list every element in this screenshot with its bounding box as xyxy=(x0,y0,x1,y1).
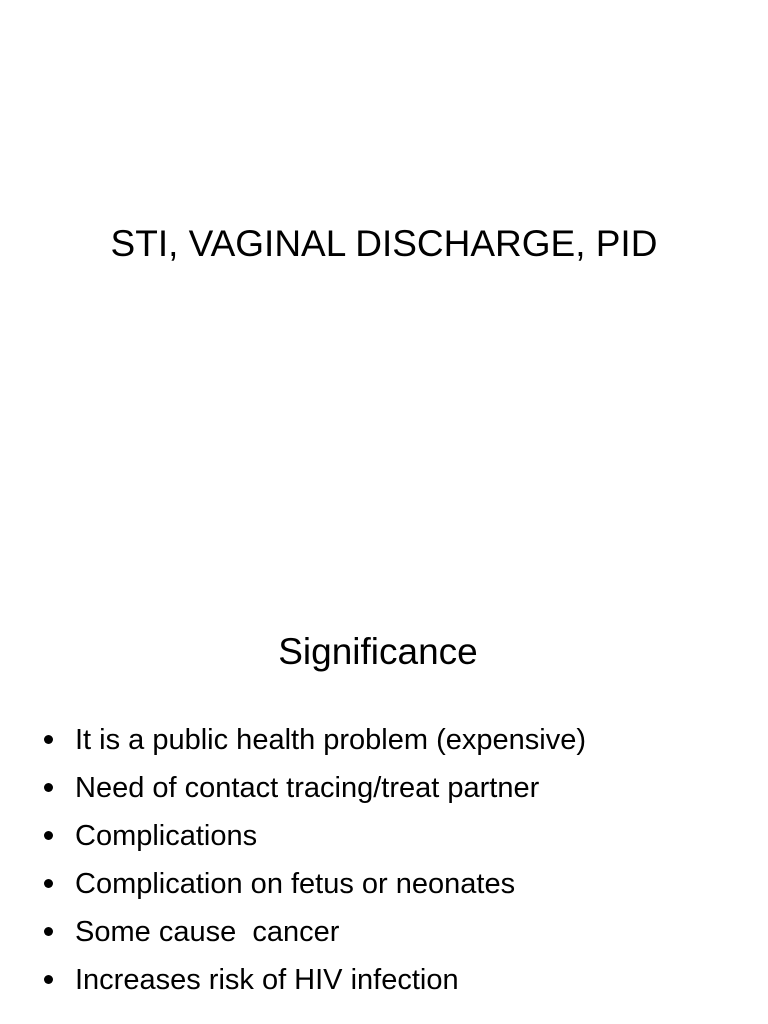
bullet-text: Some cause cancer xyxy=(75,916,340,948)
slide-title: STI, VAGINAL DISCHARGE, PID xyxy=(110,223,658,264)
bullet-icon xyxy=(44,927,53,936)
bullet-text: Complication on fetus or neonates xyxy=(75,868,516,900)
bullet-icon xyxy=(44,975,53,984)
bullet-icon xyxy=(44,879,53,888)
significance-slide xyxy=(0,576,768,1024)
bullet-icon xyxy=(44,735,53,744)
bullet-text: Complications xyxy=(75,820,258,852)
bullet-text: It is a public health problem (expensive) xyxy=(75,724,586,756)
bullet-icon xyxy=(44,831,53,840)
slide-heading: Significance xyxy=(278,631,478,672)
bullet-text: Need of contact tracing/treat partner xyxy=(75,772,540,804)
bullet-text: Increases risk of HIV infection xyxy=(75,964,459,996)
bullet-icon xyxy=(44,783,53,792)
